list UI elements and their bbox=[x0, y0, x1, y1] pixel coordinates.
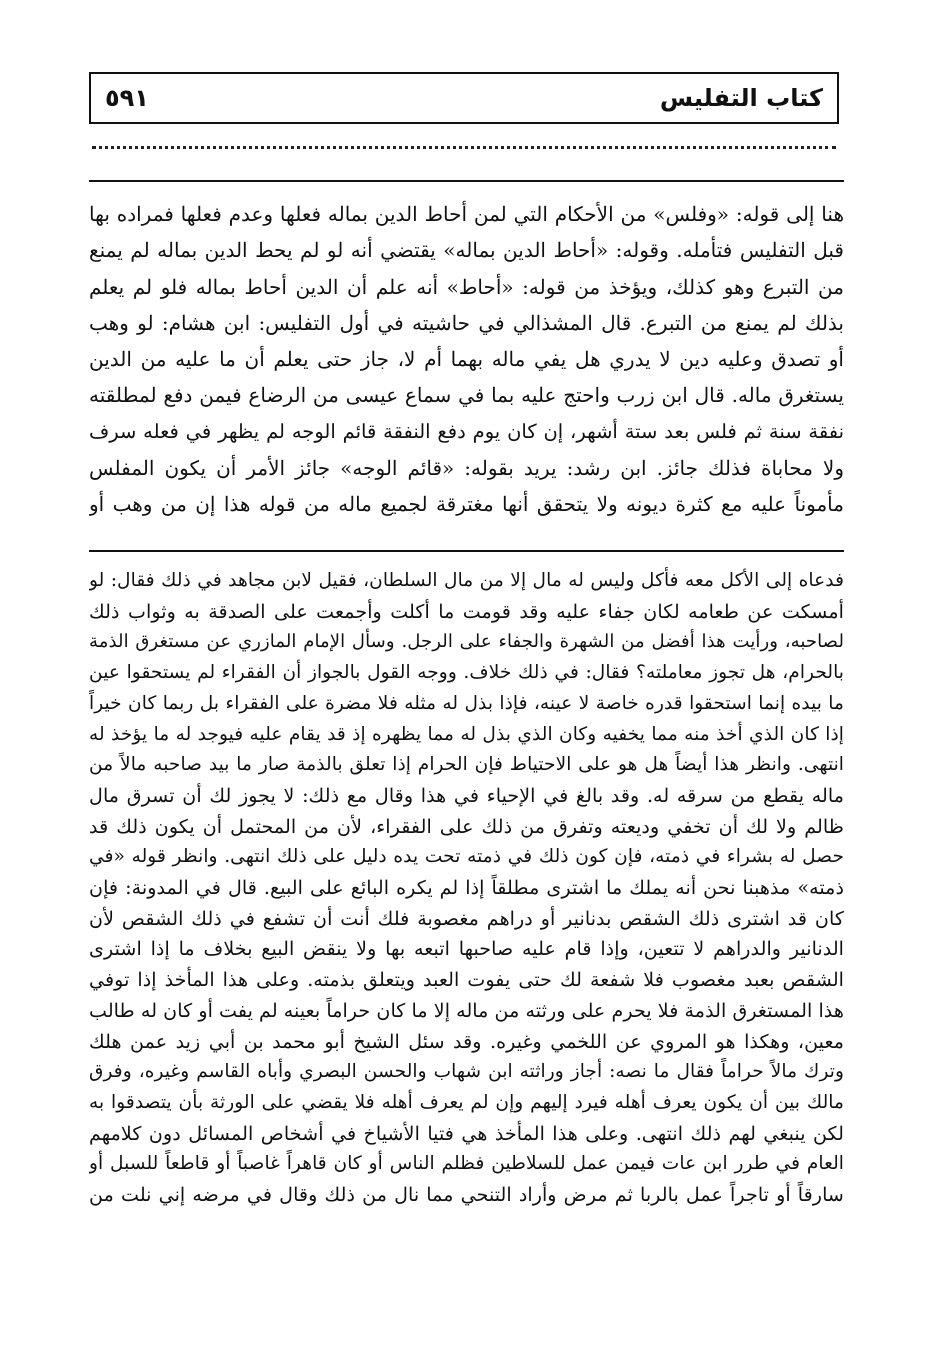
main-text-line: نفقة سنة ثم فلس بعد ستة أشهر، إن كان يوم دفع النفقة قائم الوجه لم يظهر في فعله سرف bbox=[89, 419, 844, 443]
footnote-line: ماله يقطع من سرقه له. وقد بالغ في الإحياء في هذا وقال مع ذلك: لا يجوز لك أن تسرق مال bbox=[89, 783, 844, 807]
footnote-line: إذا كان الذي أخذ منه مما يخفيه وكان الذي بذل له مما يظهره إذ قد يقام عليه فيوجد له ما يؤخذ له bbox=[89, 723, 844, 745]
main-text-line: ولا محاباة فذلك جائز. ابن رشد: يريد بقوله: «قائم الوجه» جائز الأمر أن يكون المفلس bbox=[89, 456, 844, 481]
running-header bbox=[89, 72, 839, 124]
footnote-line: ما بيده إنما استحقوا قدره خاصة لا عينه، فإذا بذل له مثله فلا مضرة على الفقراء بل ربما كان خيراً bbox=[89, 692, 844, 714]
dotted-separator bbox=[92, 146, 836, 149]
footnote-line: لصاحبه، ورأيت هذا أفضل من الشهرة والجفاء على الرجل. وسأل الإمام المازري عن مستغرق الذمة bbox=[89, 631, 844, 653]
footnote-line: وترك مالاً حراماً فقال ما نصه: أجاز وراثته ابن شهاب والحسن البصري وأباه القاسم وغيره، وفرق bbox=[89, 1061, 844, 1083]
main-text-line: هنا إلى قوله: «وفلس» من الأحكام التي لمن أحاط الدين بماله فعلها وعدم فعلها فمراده بها bbox=[89, 202, 844, 226]
footnote-line: سارقاً أو تاجراً عمل بالربا ثم مرض وأراد التنحي مما نال من ذلك وقال في مرضه إني نلت من bbox=[89, 1183, 844, 1207]
footnote-line: فدعاه إلى الأكل معه فأكل وليس له مال إلا من مال السلطان، فقيل لابن مجاهد في ذلك فقال: لو bbox=[89, 570, 844, 591]
footnote-line: حصل له بشراء في ذمته، فإن كون ذلك في ذمته تحت يده دليل على ذلك انتهى. وانظر قوله «في bbox=[89, 846, 844, 868]
main-text-line: يستغرق ماله. قال ابن زرب واحتج عليه بما في سماع عيسى من الرضاع فيمن دفع لمطلقته bbox=[89, 383, 844, 408]
footnote-line: كان قد اشترى ذلك الشقص بدنانير أو دراهم مغصوبة فلك أنت أن تشفع في ذلك الشقص لأن bbox=[89, 906, 844, 930]
footnote-line: بالحرام، هل تجوز معاملته؟ فقال: في ذلك خلاف. ووجه القول بالجواز أن الفقراء لم يستحقوا عين bbox=[89, 662, 844, 684]
footnote-line: انتهى. وانظر هذا أيضاً هل هو على الاحتياط فإن الحرام إذا تعلق بالذمة صار ما بيد صاحبه مالاً من bbox=[89, 754, 844, 776]
footnote-rule bbox=[89, 550, 844, 552]
footnote-line: ذمته» مذهبنا نحن أنه يملك ما اشترى مطلقاً إذا لم يكره البائع على البيع. قال في المدونة: فإن bbox=[89, 876, 844, 900]
main-text-line: قبل التفليس فتأمله. وقوله: «أحاط الدين بماله» يقتضي أنه لو لم يحط الدين بماله لم يمنع bbox=[89, 238, 844, 263]
footnote-line: أمسكت عن طعامه لكان جفاء عليه وقد قومت ما أكلت وأجمعت على الصدقة به وثواب ذلك bbox=[89, 599, 844, 623]
top-rule bbox=[89, 180, 844, 182]
footnote-line: لكن ينبغي لهم ذلك انتهى. وعلى هذا المأخذ هي فتيا الأشياخ في أشخاص المسائل دون كلامهم bbox=[89, 1121, 844, 1145]
footnote-line: الدنانير والدراهم لا تتعين، وإذا قام عليه صاحبها اتبعه بها ولا ينقض البيع بخلاف ما إذا اشترى bbox=[89, 937, 844, 961]
main-text-line: من التبرع وهو كذلك، ويؤخذ من قوله: «أحاط» أنه علم أن الدين أحاط بماله فلو لم يعلم bbox=[89, 274, 844, 299]
footnote-line: ظالم ولا لك أن تخفي وديعته وتفرق من ذلك على الفقراء، لأن من المحتمل أن يكون ذلك قد bbox=[89, 814, 844, 838]
book-title: كتاب التفليس bbox=[659, 84, 823, 112]
footnote-line: هذا المستغرق الذمة فلا يحرم على ورثته من ماله إلا ما كان حراماً بعينه لم يفت أو كان له طالب bbox=[89, 998, 844, 1022]
footnote-line: الشقص بعبد مغصوب فلا شفعة لك حتى يفوت العبد ويتعلق بذمته. وعلى هذا المأخذ إذا توفي bbox=[89, 968, 844, 992]
footnote-line: العام في طرر ابن عات فيمن عمل للسلاطين فظلم الناس أو كان قاهراً غاصباً أو قاطعاً للسبل أو bbox=[89, 1153, 844, 1175]
main-text-line: أو تصدق وعليه دين لا يدري هل يفي ماله بهما أم لا، جاز حتى يعلم أن ما عليه من الدين bbox=[89, 347, 844, 372]
main-text-line: بذلك لم يمنع من التبرع. قال المشذالي في حاشيته في أول التفليس: ابن هشام: لو وهب bbox=[89, 310, 844, 335]
main-text-line: مأموناً عليه مع كثرة ديونه ولا يتحقق أنها مغترقة لجميع ماله من قوله هذا إن من وهب أو bbox=[89, 492, 844, 517]
page-number: ٥٩١ bbox=[105, 84, 149, 112]
footnote-line: مالك بين أن يكون يعرف أهله فيرد إليهم وإن لم يعرف أهله فلا يقضي على الورثة بأن يتصدقوا به bbox=[89, 1091, 844, 1113]
footnote-line: معين، وهكذا هو المروي عن اللخمي وغيره. وقد سئل الشيخ أبو محمد بن أبي زيد عمن هلك bbox=[89, 1029, 844, 1053]
main-text bbox=[89, 196, 844, 523]
footnote-text bbox=[89, 566, 844, 1211]
